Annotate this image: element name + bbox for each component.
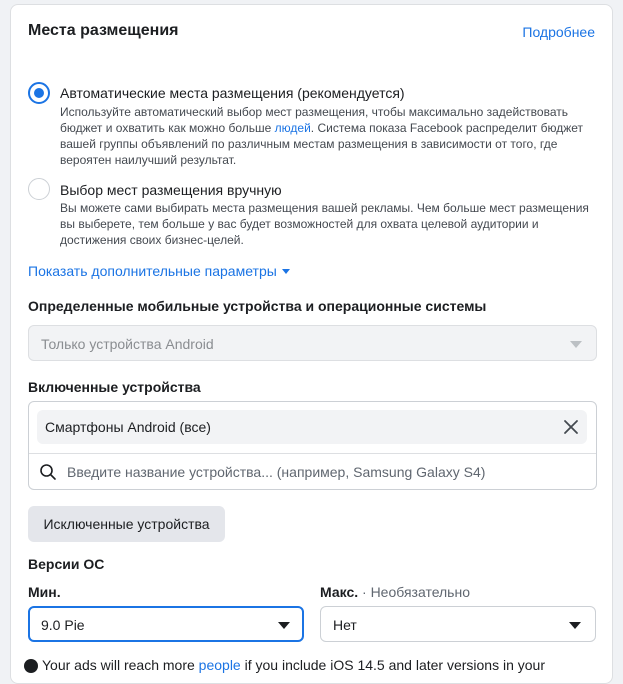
auto-placements-description [60,104,590,168]
device-chip [37,410,587,444]
chevron-down-icon [278,622,290,629]
note-text-end: if you include iOS 14.5 and later versions in your [240,657,545,673]
devices-os-value: Только устройства Android [41,336,214,352]
device-chip-label: Смартфоны Android (все) [45,419,211,435]
auto-placements-title: Автоматические места размещения (рекомендуется) [60,85,405,101]
devices-os-select [28,325,597,361]
note-people-link[interactable]: people [198,657,241,673]
os-min-value: 9.0 Pie [41,617,85,633]
caret-down-icon [282,269,290,274]
ios-note [42,657,602,673]
close-icon[interactable] [561,417,581,437]
info-icon [24,659,38,673]
included-devices-box [28,401,597,490]
excluded-devices-button[interactable]: Исключенные устройства [28,506,225,542]
placements-card [10,4,613,684]
os-min-select[interactable] [28,606,304,642]
show-more-options-label: Показать дополнительные параметры [28,263,277,279]
os-min-label: Мин. [28,584,61,600]
auto-desc-text: Используйте автоматический выбор мест размещения, чтобы максимально задействовать бюджет и охватить как можно больше [60,105,568,135]
auto-desc-text-end: . Система показа Facebook распределит бюджет вашей группы объявлений по различным местам размещения в зависимости от того, где вероятен наилучший результат. [60,121,584,167]
auto-placements-radio[interactable] [28,82,50,104]
search-icon [39,463,57,481]
chevron-down-icon [570,341,582,348]
people-link[interactable]: людей [274,121,311,135]
manual-placements-radio[interactable] [28,178,50,200]
optional-hint: · Необязательно [358,584,470,600]
show-more-options-link[interactable] [28,263,290,279]
os-max-select[interactable] [320,606,596,642]
included-devices-label: Включенные устройства [28,379,201,395]
note-text: Your ads will reach more [42,657,199,673]
learn-more-link[interactable]: Подробнее [522,24,595,40]
os-max-label-text: Макс. [320,584,359,600]
os-versions-label: Версии ОС [28,556,105,572]
section-title: Места размещения [28,22,179,39]
os-max-value: Нет [333,617,357,633]
device-search-input[interactable] [67,460,587,484]
manual-placements-description: Вы можете сами выбирать места размещения вашей рекламы. Чем больше мест размещения вы выберете, тем больше у вас будет возможностей для охвата целевой аудитории и достижения своих бизнес-целей. [60,201,589,247]
device-search-row [29,454,596,490]
chevron-down-icon [569,622,581,629]
os-max-label [320,584,470,600]
devices-os-label: Определенные мобильные устройства и операционные системы [28,298,487,314]
manual-placements-title: Выбор мест размещения вручную [60,182,282,198]
